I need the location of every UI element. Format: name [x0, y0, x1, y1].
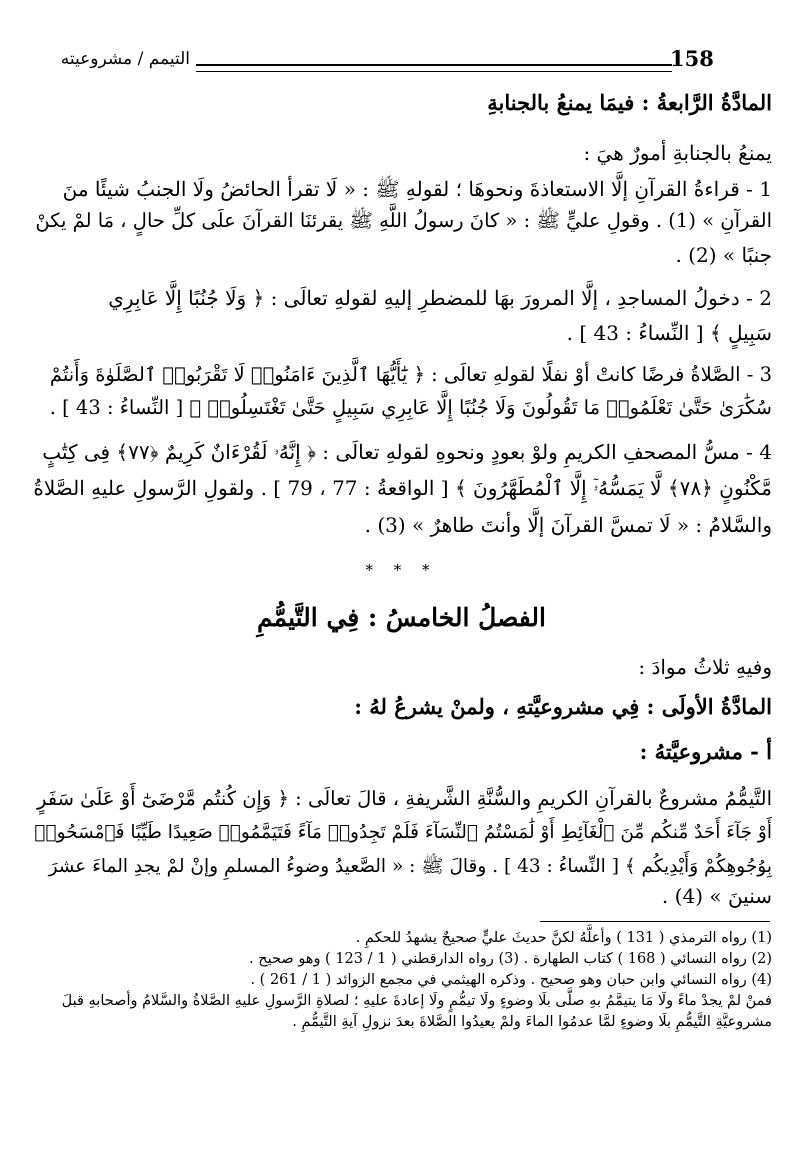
running-head: التيمم / مشروعيته: [60, 49, 190, 69]
subsection-heading: المادَّةُ الأولَى : فِي مشروعيَّتهِ ، ولمنْ يشرعُ لهُ :: [354, 694, 772, 719]
subsection-a-heading: أ - مشروعيَّتهُ :: [639, 739, 772, 764]
section-heading: المادَّةُ الرَّابعةُ : فيمَا يمنعُ بالجنابةِ: [487, 90, 772, 115]
section-separator: * * *: [365, 561, 438, 579]
footnote-2-3: (2) رواه النسائي ( 168 ) كتاب الطهارة . (3) رواه الدارقطني ( 1 / 123 ) وهو صحيح .: [249, 951, 772, 967]
item-2-line-2: سَبِيلٍ ﴾ [ النِّساءُ : 43 ] .: [566, 321, 772, 345]
chapter-intro: وفيهِ ثلاثُ موادَ :: [638, 655, 772, 679]
item-3-line-2: سُكَٰرَىٰ حَتَّىٰ تَعْلَمُوا۟ مَا تَقُولُونَ وَلَا جُنُبًا إِلَّا عَابِرِي سَبِيلٍ حَتَّىٰ تَغْتَسِلُوا۟ ﴾ [ النِّساءُ : 43 ] .: [49, 396, 772, 419]
paragraph-line-3: بِوُجُوهِكُمْ وَأَيْدِيكُم ﴾ [ النِّساءُ : 43 ] . وقالَ ﷺ : « الصَّعيدُ وضوءُ المسلمِ وإنْ لمْ يجدِ الماءَ عشرَ: [48, 856, 772, 877]
item-4-line-2: مَّكْنُونٍ ﴿٧٨﴾ لَّا يَمَسُّهُۥٓ إِلَّا ٱلْمُطَهَّرُونَ ﴾ [ الواقعةُ : 77 ، 79 ] . ولقولِ الرَّسولِ عليهِ الصَّلاةُ: [33, 476, 772, 500]
page-number: 158: [670, 46, 714, 71]
footnote-1: (1) رواه الترمذي ( 131 ) وأعلَّهُ لكنَّ حديثَ عليٍّ صحيحٌ يشهدُ للحكمِ .: [355, 930, 772, 946]
item-4-line-1: 4 - مسُّ المصحفِ الكريمِ ولوْ بعودٍ ونحوهِ لقولهِ تعالَى : ﴿ إِنَّهُۥ لَقُرْءَانٌ كَرِيمٌ ﴿٧٧﴾ فِى كِتَٰبٍ: [42, 440, 772, 464]
item-2-line-1: 2 - دخولُ المساجدِ ، إلَّا المرورَ بهَا للمضطرِ إليهِ لقولهِ تعالَى : ﴿ وَلَا جُنُبًا إِلَّا عَابِرِي: [108, 286, 772, 310]
header-rule: [196, 64, 672, 72]
footnote-rule: [540, 921, 770, 922]
chapter-title: الفصلُ الخامسُ : فِي التَّيمُّمِ: [257, 603, 546, 632]
item-1-line-1: 1 - قراءةُ القرآنِ إلَّا الاستعاذةَ ونحوهَا ؛ لقولهِ ﷺ : « لَا تقرأ الحائضُ ولَا الجنبُ شيئًا منَ: [62, 177, 772, 201]
footnotes: [32, 928, 772, 1033]
footnote-4: (4) رواه النسائي وابن حبان وهو صحيح . وذكره الهيثمي في مجمع الزوائد ( 1 / 261 ) .: [250, 972, 772, 988]
paragraph-line-4: سنينَ » (4) .: [661, 884, 772, 908]
paragraph-line-2: أَوْ جَآءَ أَحَدٌ مِّنكُم مِّنَ ٱلْغَآئِطِ أَوْ لَٰمَسْتُمُ ٱلنِّسَآءَ فَلَمْ تَجِدُوا۟ مَآءً فَتَيَمَّمُوا۟ صَعِيدًا طَيِّبًا فَٱمْسَحُوا۟: [34, 822, 772, 843]
item-1-line-3: جنبًا » (2) .: [675, 243, 772, 267]
item-4-line-3: والسَّلامُ : « لَا تمسَّ القرآنَ إلَّا وأنتَ طاهرٌ » (3) .: [364, 513, 772, 537]
paragraph-line-1: التَّيمُّمُ مشروعٌ بالقرآنِ الكريمِ والسُّنَّةِ الشَّريفةِ ، قالَ تعالَى : ﴿ وَإِن كُنتُم مَّرْضَىٰٓ أَوْ عَلَىٰ سَفَرٍ: [37, 787, 772, 810]
footnote-note-line-1: فمنْ لمْ يجدْ ماءً ولَا مَا يتيمَّمُ بهِ صلَّى بلَا وضوءٍ ولَا تيمُّمٍ ولَا إعادةَ عليهِ ؛ لصلاةِ الرَّسولِ عليهِ الصَّلاةُ والسَّلامُ وأصحابهِ قبلَ: [61, 993, 772, 1009]
footnote-note-line-2: مشروعيَّةِ التَّيمُّمِ بلَا وضوءٍ لمَّا عدمُوا الماءَ ولمْ يعيدُوا الصَّلاةَ بعدَ نزولِ آيةِ التَّيمُّمِ .: [292, 1014, 772, 1030]
item-3-line-1: 3 - الصَّلاةُ فرضًا كانتْ أوْ نفلًا لقولهِ تعالَى : ﴿ يَٰٓأَيُّهَا ٱلَّذِينَ ءَامَنُوا۟ لَا تَقْرَبُوا۟ ٱلصَّلَوٰةَ وَأَنتُمْ: [49, 363, 772, 386]
item-1-line-2: القرآنِ » (1) . وقولِ عليٍّ ﷺ : « كانَ رسولُ اللَّهِ ﷺ يقرئنَا القرآنَ علَى كلِّ حالٍ ، مَا لمْ يكنْ: [35, 209, 772, 232]
section-intro: يمنعُ بالجنابةِ أمورٌ هيَ :: [583, 141, 772, 165]
